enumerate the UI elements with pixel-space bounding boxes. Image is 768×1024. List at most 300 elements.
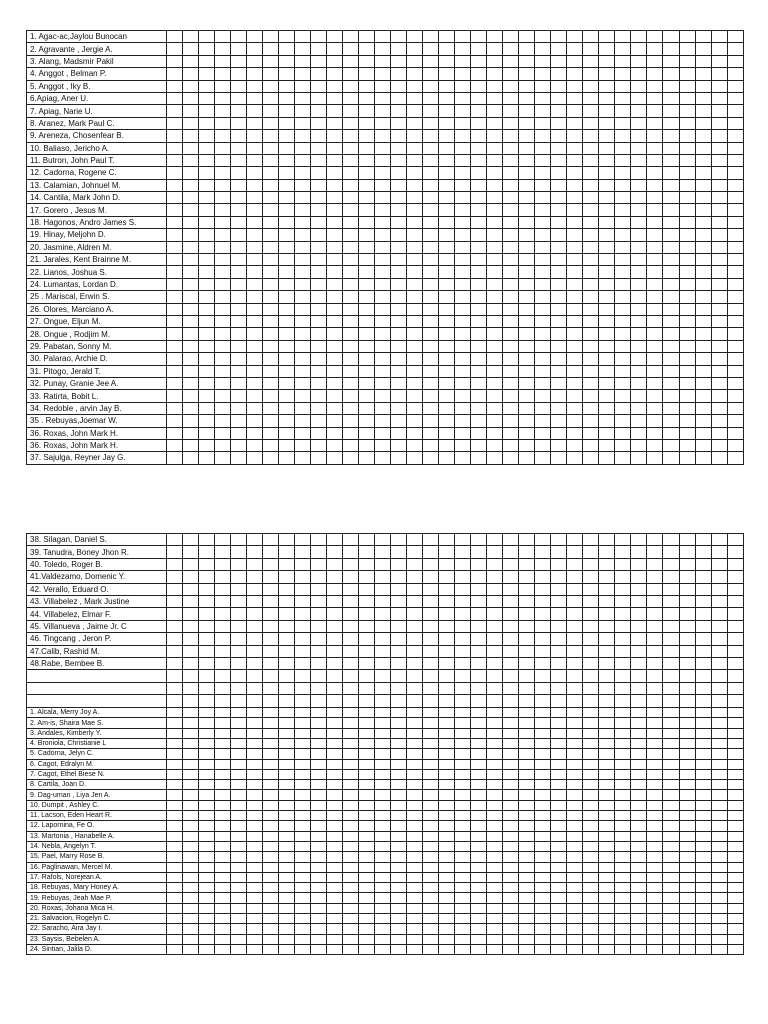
attendance-cell[interactable] (567, 439, 583, 451)
attendance-cell[interactable] (663, 130, 679, 142)
attendance-cell[interactable] (567, 769, 583, 779)
attendance-cell[interactable] (183, 315, 199, 327)
attendance-cell[interactable] (535, 893, 551, 903)
attendance-cell[interactable] (439, 105, 455, 117)
attendance-cell[interactable] (535, 377, 551, 389)
attendance-cell[interactable] (199, 204, 215, 216)
attendance-cell[interactable] (711, 427, 727, 439)
attendance-cell[interactable] (487, 68, 503, 80)
attendance-cell[interactable] (263, 749, 279, 759)
attendance-cell[interactable] (551, 571, 567, 583)
attendance-cell[interactable] (471, 872, 487, 882)
attendance-cell[interactable] (695, 633, 711, 645)
attendance-cell[interactable] (615, 390, 631, 402)
attendance-cell[interactable] (263, 645, 279, 657)
attendance-cell[interactable] (487, 657, 503, 669)
attendance-cell[interactable] (279, 80, 295, 92)
attendance-cell[interactable] (183, 142, 199, 154)
attendance-cell[interactable] (279, 790, 295, 800)
attendance-cell[interactable] (535, 353, 551, 365)
attendance-cell[interactable] (631, 821, 647, 831)
attendance-cell[interactable] (455, 695, 471, 708)
attendance-cell[interactable] (599, 43, 615, 55)
attendance-cell[interactable] (439, 80, 455, 92)
attendance-cell[interactable] (343, 365, 359, 377)
attendance-cell[interactable] (487, 427, 503, 439)
attendance-cell[interactable] (263, 328, 279, 340)
attendance-cell[interactable] (343, 452, 359, 464)
attendance-cell[interactable] (439, 439, 455, 451)
attendance-cell[interactable] (199, 852, 215, 862)
attendance-cell[interactable] (279, 924, 295, 934)
attendance-cell[interactable] (647, 68, 663, 80)
attendance-cell[interactable] (247, 278, 263, 290)
attendance-cell[interactable] (631, 229, 647, 241)
attendance-cell[interactable] (503, 154, 519, 166)
attendance-cell[interactable] (631, 595, 647, 607)
attendance-cell[interactable] (423, 790, 439, 800)
attendance-cell[interactable] (407, 645, 423, 657)
attendance-cell[interactable] (215, 903, 231, 913)
attendance-cell[interactable] (727, 266, 743, 278)
attendance-cell[interactable] (567, 390, 583, 402)
attendance-cell[interactable] (583, 452, 599, 464)
attendance-cell[interactable] (615, 415, 631, 427)
attendance-cell[interactable] (311, 790, 327, 800)
attendance-cell[interactable] (727, 179, 743, 191)
attendance-cell[interactable] (471, 811, 487, 821)
attendance-cell[interactable] (695, 852, 711, 862)
attendance-cell[interactable] (631, 718, 647, 728)
attendance-cell[interactable] (375, 365, 391, 377)
attendance-cell[interactable] (583, 633, 599, 645)
attendance-cell[interactable] (663, 595, 679, 607)
attendance-cell[interactable] (663, 790, 679, 800)
attendance-cell[interactable] (487, 831, 503, 841)
attendance-cell[interactable] (647, 534, 663, 546)
attendance-cell[interactable] (263, 534, 279, 546)
attendance-cell[interactable] (599, 821, 615, 831)
attendance-cell[interactable] (279, 728, 295, 738)
attendance-cell[interactable] (231, 718, 247, 728)
attendance-cell[interactable] (471, 427, 487, 439)
attendance-cell[interactable] (583, 595, 599, 607)
attendance-cell[interactable] (391, 439, 407, 451)
attendance-cell[interactable] (375, 117, 391, 129)
attendance-cell[interactable] (343, 708, 359, 718)
attendance-cell[interactable] (183, 254, 199, 266)
attendance-cell[interactable] (615, 571, 631, 583)
attendance-cell[interactable] (423, 390, 439, 402)
attendance-cell[interactable] (439, 43, 455, 55)
attendance-cell[interactable] (679, 914, 695, 924)
attendance-cell[interactable] (615, 749, 631, 759)
attendance-cell[interactable] (327, 718, 343, 728)
attendance-cell[interactable] (631, 452, 647, 464)
attendance-cell[interactable] (167, 790, 183, 800)
attendance-cell[interactable] (471, 769, 487, 779)
attendance-cell[interactable] (455, 340, 471, 352)
attendance-cell[interactable] (487, 365, 503, 377)
attendance-cell[interactable] (583, 291, 599, 303)
attendance-cell[interactable] (327, 439, 343, 451)
attendance-cell[interactable] (455, 303, 471, 315)
attendance-cell[interactable] (231, 68, 247, 80)
attendance-cell[interactable] (199, 377, 215, 389)
attendance-cell[interactable] (375, 439, 391, 451)
attendance-cell[interactable] (551, 328, 567, 340)
attendance-cell[interactable] (279, 204, 295, 216)
attendance-cell[interactable] (487, 192, 503, 204)
attendance-cell[interactable] (599, 439, 615, 451)
attendance-cell[interactable] (215, 708, 231, 718)
attendance-cell[interactable] (455, 821, 471, 831)
attendance-cell[interactable] (471, 780, 487, 790)
attendance-cell[interactable] (471, 633, 487, 645)
attendance-cell[interactable] (311, 841, 327, 851)
attendance-cell[interactable] (231, 841, 247, 851)
attendance-cell[interactable] (519, 759, 535, 769)
attendance-cell[interactable] (567, 645, 583, 657)
attendance-cell[interactable] (359, 924, 375, 934)
attendance-cell[interactable] (599, 377, 615, 389)
attendance-cell[interactable] (615, 315, 631, 327)
attendance-cell[interactable] (407, 340, 423, 352)
attendance-cell[interactable] (375, 192, 391, 204)
attendance-cell[interactable] (487, 583, 503, 595)
attendance-cell[interactable] (359, 749, 375, 759)
attendance-cell[interactable] (503, 254, 519, 266)
attendance-cell[interactable] (663, 749, 679, 759)
attendance-cell[interactable] (471, 254, 487, 266)
attendance-cell[interactable] (503, 749, 519, 759)
attendance-cell[interactable] (247, 266, 263, 278)
attendance-cell[interactable] (679, 427, 695, 439)
attendance-cell[interactable] (535, 903, 551, 913)
attendance-cell[interactable] (295, 68, 311, 80)
attendance-cell[interactable] (551, 862, 567, 872)
attendance-cell[interactable] (391, 546, 407, 558)
attendance-cell[interactable] (167, 92, 183, 104)
attendance-cell[interactable] (423, 204, 439, 216)
attendance-cell[interactable] (455, 759, 471, 769)
attendance-cell[interactable] (311, 695, 327, 708)
attendance-cell[interactable] (279, 390, 295, 402)
attendance-cell[interactable] (247, 595, 263, 607)
attendance-cell[interactable] (295, 216, 311, 228)
attendance-cell[interactable] (663, 718, 679, 728)
attendance-cell[interactable] (423, 340, 439, 352)
attendance-cell[interactable] (247, 944, 263, 954)
attendance-cell[interactable] (567, 708, 583, 718)
attendance-cell[interactable] (631, 790, 647, 800)
attendance-cell[interactable] (647, 117, 663, 129)
attendance-cell[interactable] (311, 821, 327, 831)
attendance-cell[interactable] (503, 415, 519, 427)
attendance-cell[interactable] (263, 708, 279, 718)
attendance-cell[interactable] (167, 769, 183, 779)
attendance-cell[interactable] (711, 914, 727, 924)
attendance-cell[interactable] (647, 402, 663, 414)
attendance-cell[interactable] (583, 439, 599, 451)
attendance-cell[interactable] (503, 427, 519, 439)
attendance-cell[interactable] (647, 800, 663, 810)
attendance-cell[interactable] (295, 914, 311, 924)
attendance-cell[interactable] (727, 80, 743, 92)
attendance-cell[interactable] (615, 546, 631, 558)
attendance-cell[interactable] (343, 657, 359, 669)
attendance-cell[interactable] (551, 670, 567, 683)
attendance-cell[interactable] (215, 821, 231, 831)
attendance-cell[interactable] (487, 415, 503, 427)
attendance-cell[interactable] (503, 328, 519, 340)
attendance-cell[interactable] (199, 728, 215, 738)
attendance-cell[interactable] (199, 291, 215, 303)
attendance-cell[interactable] (343, 31, 359, 43)
attendance-cell[interactable] (279, 241, 295, 253)
attendance-cell[interactable] (695, 534, 711, 546)
attendance-cell[interactable] (599, 738, 615, 748)
attendance-cell[interactable] (551, 934, 567, 944)
attendance-cell[interactable] (439, 583, 455, 595)
attendance-cell[interactable] (519, 571, 535, 583)
attendance-cell[interactable] (391, 944, 407, 954)
attendance-cell[interactable] (663, 117, 679, 129)
attendance-cell[interactable] (727, 192, 743, 204)
attendance-cell[interactable] (231, 390, 247, 402)
attendance-cell[interactable] (391, 682, 407, 695)
attendance-cell[interactable] (551, 427, 567, 439)
attendance-cell[interactable] (663, 315, 679, 327)
attendance-cell[interactable] (487, 291, 503, 303)
attendance-cell[interactable] (215, 831, 231, 841)
attendance-cell[interactable] (679, 266, 695, 278)
attendance-cell[interactable] (263, 105, 279, 117)
attendance-cell[interactable] (279, 68, 295, 80)
attendance-cell[interactable] (391, 266, 407, 278)
attendance-cell[interactable] (327, 862, 343, 872)
attendance-cell[interactable] (327, 934, 343, 944)
attendance-cell[interactable] (647, 216, 663, 228)
attendance-cell[interactable] (679, 682, 695, 695)
attendance-cell[interactable] (567, 340, 583, 352)
attendance-cell[interactable] (199, 595, 215, 607)
attendance-cell[interactable] (215, 583, 231, 595)
attendance-cell[interactable] (279, 608, 295, 620)
attendance-cell[interactable] (423, 402, 439, 414)
attendance-cell[interactable] (583, 811, 599, 821)
attendance-cell[interactable] (375, 841, 391, 851)
attendance-cell[interactable] (375, 558, 391, 570)
attendance-cell[interactable] (503, 620, 519, 632)
attendance-cell[interactable] (663, 645, 679, 657)
attendance-cell[interactable] (391, 167, 407, 179)
attendance-cell[interactable] (167, 534, 183, 546)
attendance-cell[interactable] (663, 841, 679, 851)
attendance-cell[interactable] (567, 571, 583, 583)
attendance-cell[interactable] (375, 903, 391, 913)
attendance-cell[interactable] (727, 278, 743, 290)
attendance-cell[interactable] (327, 55, 343, 67)
attendance-cell[interactable] (375, 571, 391, 583)
attendance-cell[interactable] (375, 266, 391, 278)
attendance-cell[interactable] (279, 427, 295, 439)
attendance-cell[interactable] (535, 216, 551, 228)
attendance-cell[interactable] (583, 117, 599, 129)
attendance-cell[interactable] (535, 670, 551, 683)
attendance-cell[interactable] (551, 821, 567, 831)
attendance-cell[interactable] (423, 130, 439, 142)
attendance-cell[interactable] (567, 278, 583, 290)
attendance-cell[interactable] (423, 303, 439, 315)
attendance-cell[interactable] (391, 811, 407, 821)
attendance-cell[interactable] (663, 728, 679, 738)
attendance-cell[interactable] (247, 452, 263, 464)
attendance-cell[interactable] (695, 718, 711, 728)
attendance-cell[interactable] (647, 229, 663, 241)
attendance-cell[interactable] (215, 241, 231, 253)
attendance-cell[interactable] (615, 105, 631, 117)
attendance-cell[interactable] (215, 862, 231, 872)
attendance-cell[interactable] (647, 883, 663, 893)
attendance-cell[interactable] (279, 192, 295, 204)
attendance-cell[interactable] (727, 944, 743, 954)
attendance-cell[interactable] (487, 872, 503, 882)
attendance-cell[interactable] (519, 780, 535, 790)
attendance-cell[interactable] (679, 390, 695, 402)
attendance-cell[interactable] (551, 944, 567, 954)
attendance-cell[interactable] (279, 278, 295, 290)
attendance-cell[interactable] (295, 353, 311, 365)
attendance-cell[interactable] (583, 645, 599, 657)
attendance-cell[interactable] (471, 192, 487, 204)
attendance-cell[interactable] (343, 216, 359, 228)
attendance-cell[interactable] (279, 872, 295, 882)
attendance-cell[interactable] (711, 608, 727, 620)
attendance-cell[interactable] (263, 924, 279, 934)
attendance-cell[interactable] (311, 595, 327, 607)
attendance-cell[interactable] (407, 179, 423, 191)
attendance-cell[interactable] (247, 534, 263, 546)
attendance-cell[interactable] (311, 130, 327, 142)
attendance-cell[interactable] (231, 415, 247, 427)
attendance-cell[interactable] (503, 204, 519, 216)
attendance-cell[interactable] (343, 303, 359, 315)
attendance-cell[interactable] (375, 872, 391, 882)
attendance-cell[interactable] (727, 633, 743, 645)
attendance-cell[interactable] (583, 852, 599, 862)
attendance-cell[interactable] (231, 620, 247, 632)
attendance-cell[interactable] (343, 738, 359, 748)
attendance-cell[interactable] (503, 534, 519, 546)
attendance-cell[interactable] (343, 328, 359, 340)
attendance-cell[interactable] (727, 759, 743, 769)
attendance-cell[interactable] (375, 728, 391, 738)
attendance-cell[interactable] (679, 657, 695, 669)
attendance-cell[interactable] (279, 353, 295, 365)
attendance-cell[interactable] (503, 682, 519, 695)
attendance-cell[interactable] (375, 278, 391, 290)
attendance-cell[interactable] (615, 872, 631, 882)
attendance-cell[interactable] (519, 924, 535, 934)
attendance-cell[interactable] (439, 718, 455, 728)
attendance-cell[interactable] (551, 831, 567, 841)
attendance-cell[interactable] (231, 749, 247, 759)
attendance-cell[interactable] (311, 80, 327, 92)
attendance-cell[interactable] (199, 328, 215, 340)
attendance-cell[interactable] (487, 43, 503, 55)
attendance-cell[interactable] (567, 534, 583, 546)
attendance-cell[interactable] (311, 278, 327, 290)
attendance-cell[interactable] (727, 43, 743, 55)
attendance-cell[interactable] (551, 68, 567, 80)
attendance-cell[interactable] (679, 800, 695, 810)
attendance-cell[interactable] (535, 534, 551, 546)
attendance-cell[interactable] (375, 353, 391, 365)
attendance-cell[interactable] (375, 657, 391, 669)
attendance-cell[interactable] (663, 708, 679, 718)
attendance-cell[interactable] (679, 105, 695, 117)
attendance-cell[interactable] (199, 365, 215, 377)
attendance-cell[interactable] (263, 117, 279, 129)
attendance-cell[interactable] (279, 154, 295, 166)
attendance-cell[interactable] (311, 583, 327, 595)
attendance-cell[interactable] (567, 934, 583, 944)
attendance-cell[interactable] (407, 831, 423, 841)
attendance-cell[interactable] (455, 708, 471, 718)
attendance-cell[interactable] (567, 68, 583, 80)
attendance-cell[interactable] (343, 893, 359, 903)
attendance-cell[interactable] (343, 914, 359, 924)
attendance-cell[interactable] (407, 738, 423, 748)
attendance-cell[interactable] (551, 738, 567, 748)
attendance-cell[interactable] (295, 872, 311, 882)
attendance-cell[interactable] (615, 800, 631, 810)
attendance-cell[interactable] (535, 192, 551, 204)
attendance-cell[interactable] (647, 645, 663, 657)
attendance-cell[interactable] (295, 154, 311, 166)
attendance-cell[interactable] (183, 68, 199, 80)
attendance-cell[interactable] (407, 154, 423, 166)
attendance-cell[interactable] (391, 340, 407, 352)
attendance-cell[interactable] (471, 852, 487, 862)
attendance-cell[interactable] (679, 415, 695, 427)
attendance-cell[interactable] (183, 645, 199, 657)
attendance-cell[interactable] (455, 831, 471, 841)
attendance-cell[interactable] (183, 670, 199, 683)
attendance-cell[interactable] (471, 682, 487, 695)
attendance-cell[interactable] (215, 365, 231, 377)
attendance-cell[interactable] (631, 924, 647, 934)
attendance-cell[interactable] (519, 105, 535, 117)
attendance-cell[interactable] (231, 924, 247, 934)
attendance-cell[interactable] (359, 43, 375, 55)
attendance-cell[interactable] (711, 439, 727, 451)
attendance-cell[interactable] (167, 708, 183, 718)
attendance-cell[interactable] (263, 759, 279, 769)
attendance-cell[interactable] (199, 179, 215, 191)
attendance-cell[interactable] (599, 728, 615, 738)
attendance-cell[interactable] (647, 583, 663, 595)
attendance-cell[interactable] (519, 841, 535, 851)
attendance-cell[interactable] (727, 645, 743, 657)
attendance-cell[interactable] (247, 718, 263, 728)
attendance-cell[interactable] (391, 780, 407, 790)
attendance-cell[interactable] (295, 427, 311, 439)
attendance-cell[interactable] (407, 31, 423, 43)
attendance-cell[interactable] (711, 595, 727, 607)
attendance-cell[interactable] (471, 738, 487, 748)
